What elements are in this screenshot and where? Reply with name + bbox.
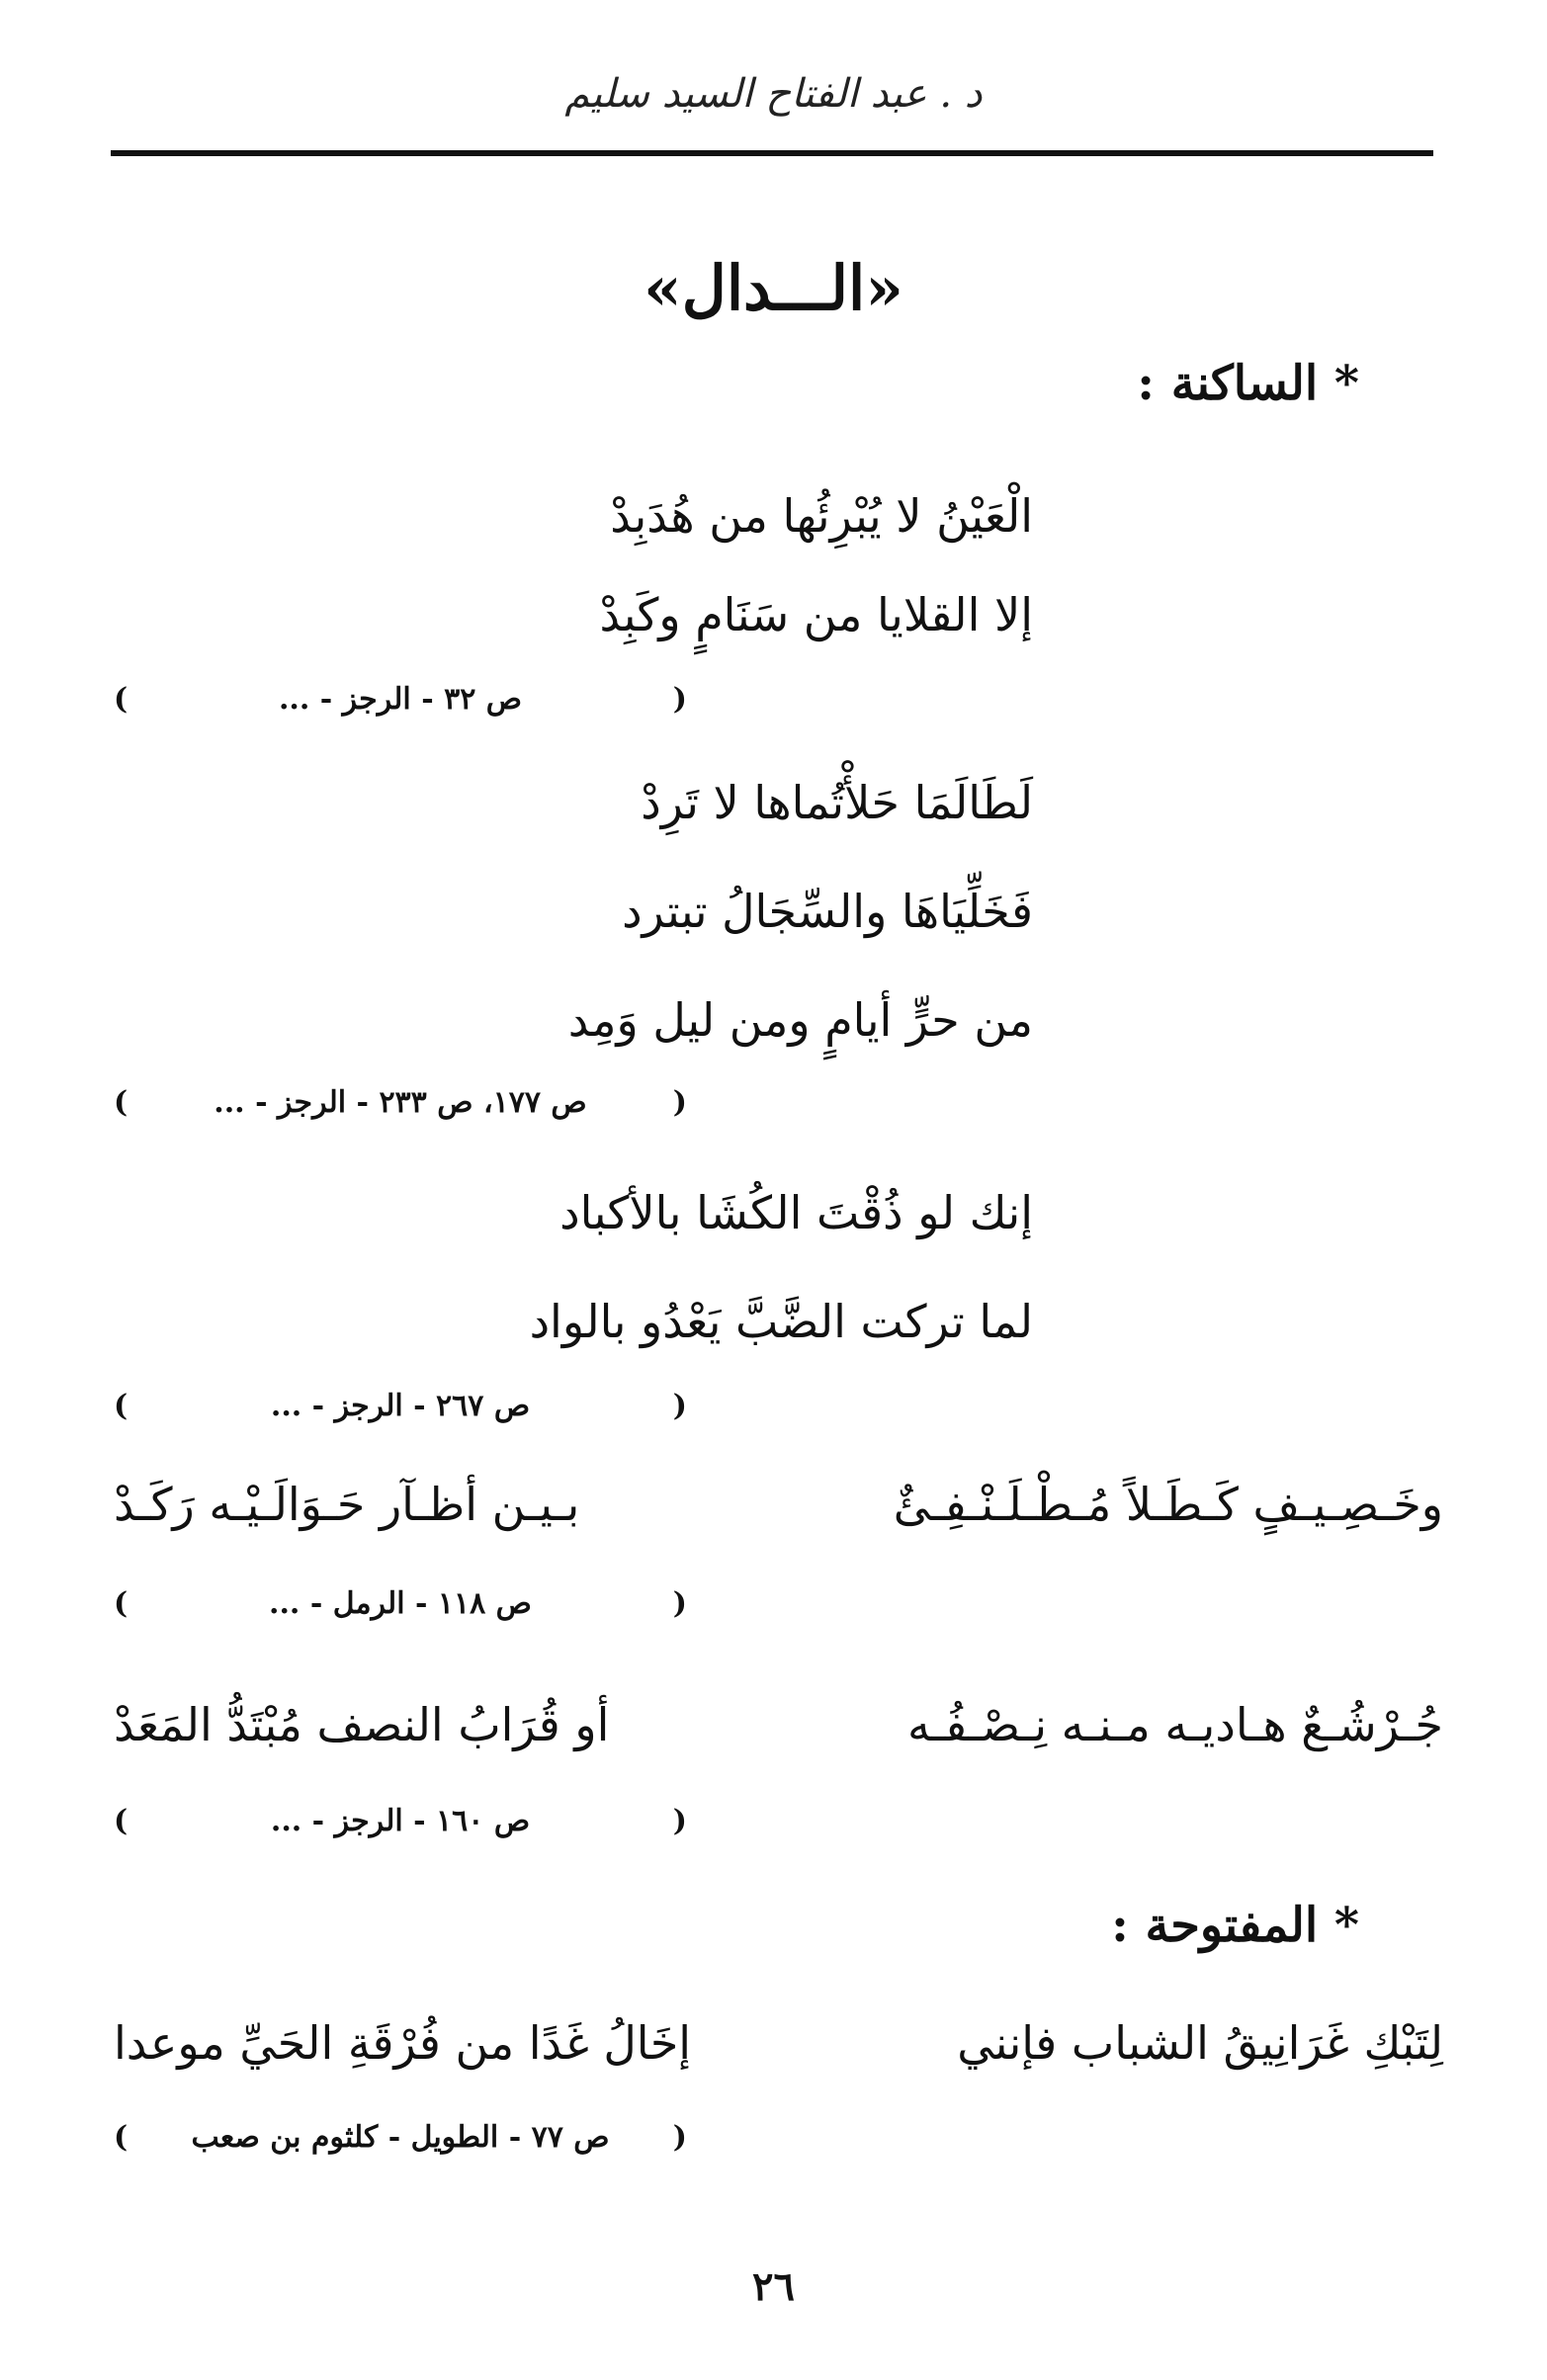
couplet [114,1698,1443,1767]
couplet-second-hemistich: بـيـن أظـآر حَـوَالَـيْـه رَكَـدْ [114,1478,580,1531]
reference-text: ص ٢٦٧ - الرجز - ... [270,1389,531,1423]
couplet [114,1478,1443,1547]
paren-close: ) [114,1586,129,1621]
paren-open: ( [672,1586,687,1621]
couplet-first-hemistich: وخَـصِـيـفٍ كَـطَـلاً مُـطْـلَـنْـفِـئٌ [893,1478,1443,1531]
paren-close: ) [114,1085,129,1120]
verse-reference [114,2120,687,2155]
header-rule [111,150,1433,156]
reference-text: ص ٧٧ - الطويل - كلثوم بن صعب [191,2120,610,2155]
paren-close: ) [114,682,129,717]
page-number: ٢٦ [752,2263,795,2310]
paren-open: ( [672,2120,687,2155]
reference-text: ص ١٧٧، ص ٢٣٣ - الرجز - ... [214,1085,587,1120]
reference-text: ص ١١٨ - الرمل - ... [269,1586,532,1621]
verse-line: فَخَلِّيَاهَا والسِّجَالُ تبترد [622,885,1033,938]
paren-open: ( [672,1389,687,1423]
verse-line: لما تركت الضَّبَّ يَعْدُو بالواد [529,1295,1033,1348]
verse-line: إنك لو ذُقْتَ الكُشَا بالأكباد [559,1186,1033,1239]
paren-open: ( [672,682,687,717]
reference-text: ص ٣٢ - الرجز - ... [278,682,523,717]
verse-line: لَطَالَمَا حَلأْتُماها لا تَرِدْ [641,776,1033,829]
paren-close: ) [114,2120,129,2155]
verse-reference [114,1586,687,1621]
couplet-second-hemistich: أو قُرَابُ النصف مُبْتَدُّ المَعَدْ [114,1698,610,1751]
section-heading-maftuha: * المفتوحة : [1111,1898,1359,1953]
paren-open: ( [672,1085,687,1120]
couplet-first-hemistich: لِتَبْكِ غَرَانِيقُ الشباب فإنني [957,2016,1443,2070]
paren-open: ( [672,1804,687,1838]
paren-close: ) [114,1389,129,1423]
verse-reference [114,682,687,717]
running-head: د . عبد الفتاح السيد سليم [564,71,983,117]
couplet [114,2016,1443,2085]
verse-line: من حرٍّ أيامٍ ومن ليل وَمِد [567,993,1033,1047]
reference-text: ص ١٦٠ - الرجز - ... [270,1804,531,1838]
verse-reference [114,1804,687,1838]
verse-reference [114,1389,687,1423]
section-heading-sakina: * الساكنة : [1137,356,1359,411]
verse-reference [114,1085,687,1120]
verse-line: إلا القلايا من سَنَامٍ وكَبِدْ [599,588,1033,641]
couplet-second-hemistich: إخَالُ غَدًا من فُرْقَةِ الحَيِّ موعدا [114,2016,692,2070]
couplet-first-hemistich: جُـرْشُـعٌ هـاديـه مـنـه نِـصْـفُـه [906,1698,1443,1751]
chapter-title: «الـــدال» [644,252,903,324]
verse-line: الْعَيْنُ لا يُبْرِئُها من هُدَبِدْ [610,489,1033,543]
paren-close: ) [114,1804,129,1838]
